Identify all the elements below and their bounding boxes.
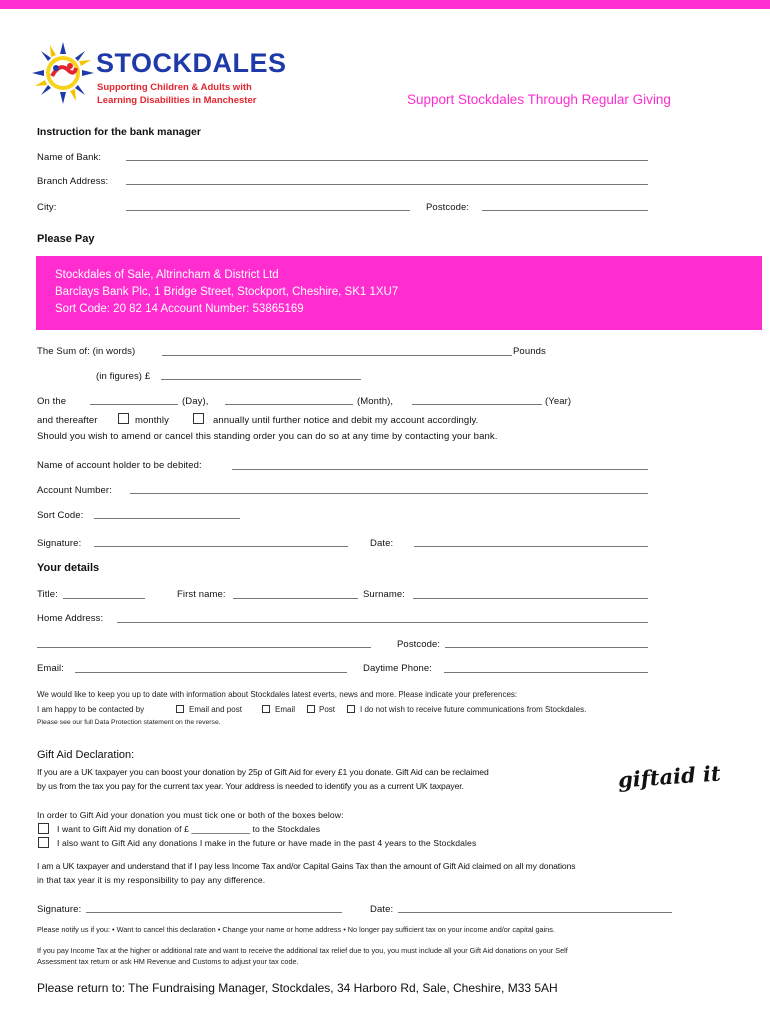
name-of-bank-field[interactable] bbox=[126, 160, 648, 161]
post-only-label: Post bbox=[319, 705, 336, 714]
bank-postcode-field[interactable] bbox=[482, 210, 648, 211]
notify-note: Please notify us if you: • Want to cancel this declaration • Change your name or home address • No longer pay sufficient tax on your income and/or capital gains. bbox=[37, 925, 555, 934]
no-contact-checkbox[interactable] bbox=[347, 705, 355, 713]
pounds-label: Pounds bbox=[513, 346, 546, 357]
day-field[interactable] bbox=[90, 404, 178, 405]
post-only-checkbox[interactable] bbox=[307, 705, 315, 713]
gift-aid-date-label: Date: bbox=[370, 904, 394, 915]
day-label: (Day), bbox=[182, 396, 209, 407]
home-postcode-field[interactable] bbox=[445, 647, 648, 648]
gift-aid-signature-label: Signature: bbox=[37, 904, 82, 915]
payee-line-1: Stockdales of Sale, Altrincham & District Ltd bbox=[55, 269, 279, 281]
gift-aid-option-1: I want to Gift Aid my donation of £ ____________ to the Stockdales bbox=[57, 824, 321, 834]
bank-postcode-label: Postcode: bbox=[426, 202, 470, 213]
annually-label: annually until further notice and debit my account accordingly. bbox=[213, 415, 479, 426]
home-address-field-2[interactable] bbox=[37, 647, 371, 648]
account-number-label: Account Number: bbox=[37, 485, 112, 496]
month-field[interactable] bbox=[225, 404, 353, 405]
home-address-field-1[interactable] bbox=[117, 622, 648, 623]
branch-address-label: Branch Address: bbox=[37, 176, 109, 187]
title-field[interactable] bbox=[63, 598, 145, 599]
brand-tagline-1: Supporting Children & Adults with bbox=[97, 82, 252, 93]
email-field[interactable] bbox=[75, 672, 347, 673]
figures-field[interactable] bbox=[161, 379, 361, 380]
giftaid-logo: giftaid it bbox=[617, 760, 722, 793]
month-label: (Month), bbox=[357, 396, 394, 407]
account-date-label: Date: bbox=[370, 538, 394, 549]
return-address: Please return to: The Fundraising Manager, Stockdales, 34 Harboro Rd, Sale, Cheshire, M33 5AH bbox=[37, 981, 558, 995]
home-postcode-label: Postcode: bbox=[397, 639, 441, 650]
your-details-heading: Your details bbox=[37, 562, 100, 574]
gift-aid-date-field[interactable] bbox=[398, 912, 672, 913]
surname-label: Surname: bbox=[363, 589, 405, 600]
sun-logo-icon bbox=[30, 40, 96, 106]
email-and-post-checkbox[interactable] bbox=[176, 705, 184, 713]
account-holder-label: Name of account holder to be debited: bbox=[37, 460, 202, 471]
happy-contacted-label: I am happy to be contacted by bbox=[37, 705, 145, 714]
and-thereafter-label: and thereafter bbox=[37, 415, 98, 426]
city-field[interactable] bbox=[126, 210, 410, 211]
daytime-phone-field[interactable] bbox=[444, 672, 648, 673]
home-address-label: Home Address: bbox=[37, 613, 104, 624]
gift-aid-option-2: I also want to Gift Aid any donations I make in the future or have made in the past 4 years to the Stockdales bbox=[57, 838, 477, 848]
title-label: Title: bbox=[37, 589, 58, 600]
form-title: Support Stockdales Through Regular Giving bbox=[407, 92, 671, 107]
data-protection-note: Please see our full Data Protection statement on the reverse. bbox=[37, 719, 221, 726]
sum-words-field[interactable] bbox=[162, 355, 512, 356]
first-name-label: First name: bbox=[177, 589, 226, 600]
surname-field[interactable] bbox=[413, 598, 648, 599]
gift-aid-donation-checkbox[interactable] bbox=[38, 823, 49, 834]
no-contact-label: I do not wish to receive future communications from Stockdales. bbox=[360, 705, 587, 714]
email-only-checkbox[interactable] bbox=[262, 705, 270, 713]
stockdales-logo bbox=[30, 38, 290, 114]
year-field[interactable] bbox=[412, 404, 542, 405]
please-pay-heading: Please Pay bbox=[37, 233, 95, 245]
email-label: Email: bbox=[37, 663, 64, 674]
account-number-field[interactable] bbox=[130, 493, 648, 494]
brand-tagline-2: Learning Disabilities in Manchester bbox=[97, 95, 257, 106]
gift-aid-heading: Gift Aid Declaration: bbox=[37, 749, 135, 761]
monthly-checkbox[interactable] bbox=[118, 413, 129, 424]
higher-rate-note-2: Assessment tax return or ask HM Revenue and Customs to adjust your tax code. bbox=[37, 957, 299, 966]
gift-aid-text-1: If you are a UK taxpayer you can boost your donation by 25p of Gift Aid for every £1 you donate. Gift Aid can be reclaimed bbox=[37, 767, 489, 777]
figures-label: (in figures) £ bbox=[96, 371, 151, 382]
brand-name: STOCKDALES bbox=[96, 48, 287, 78]
taxpayer-declaration-2: in that tax year it is my responsibility to pay any difference. bbox=[37, 875, 266, 885]
account-signature-label: Signature: bbox=[37, 538, 82, 549]
city-label: City: bbox=[37, 202, 57, 213]
taxpayer-declaration-1: I am a UK taxpayer and understand that if I pay less Income Tax and/or Capital Gains Tax than the amount of Gift Aid claimed on all my donations bbox=[37, 861, 576, 871]
gift-aid-signature-field[interactable] bbox=[86, 912, 342, 913]
year-label: (Year) bbox=[545, 396, 572, 407]
name-of-bank-label: Name of Bank: bbox=[37, 152, 102, 163]
tick-instruction: In order to Gift Aid your donation you must tick one or both of the boxes below: bbox=[37, 810, 344, 820]
branch-address-field[interactable] bbox=[126, 184, 648, 185]
on-the-label: On the bbox=[37, 396, 67, 407]
email-and-post-label: Email and post bbox=[189, 705, 242, 714]
account-date-field[interactable] bbox=[414, 546, 648, 547]
sort-code-label: Sort Code: bbox=[37, 510, 84, 521]
contact-intro: We would like to keep you up to date with information about Stockdales latest everts, news and more. Please indicate your preferences: bbox=[37, 690, 518, 699]
account-holder-field[interactable] bbox=[232, 469, 648, 470]
email-only-label: Email bbox=[275, 705, 296, 714]
higher-rate-note-1: If you pay Income Tax at the higher or additional rate and want to receive the additional tax relief due to you, you must include all your Gift Aid donations on your Self bbox=[37, 946, 568, 955]
account-signature-field[interactable] bbox=[94, 546, 348, 547]
sum-words-label: The Sum of: (in words) bbox=[37, 346, 136, 357]
bank-manager-heading: Instruction for the bank manager bbox=[37, 126, 201, 138]
top-accent-bar bbox=[0, 0, 770, 9]
daytime-phone-label: Daytime Phone: bbox=[363, 663, 432, 674]
monthly-label: monthly bbox=[135, 415, 169, 426]
payee-line-3: Sort Code: 20 82 14 Account Number: 53865169 bbox=[55, 303, 304, 315]
gift-aid-text-2: by us from the tax you pay for the current tax year. Your address is needed to identify you as a current UK taxpayer. bbox=[37, 781, 464, 791]
amend-note: Should you wish to amend or cancel this standing order you can do so at any time by contacting your bank. bbox=[37, 431, 498, 442]
payee-details-box bbox=[36, 256, 762, 330]
first-name-field[interactable] bbox=[233, 598, 358, 599]
annually-checkbox[interactable] bbox=[193, 413, 204, 424]
gift-aid-future-checkbox[interactable] bbox=[38, 837, 49, 848]
sort-code-field[interactable] bbox=[94, 518, 240, 519]
payee-line-2: Barclays Bank Plc, 1 Bridge Street, Stockport, Cheshire, SK1 1XU7 bbox=[55, 286, 399, 298]
